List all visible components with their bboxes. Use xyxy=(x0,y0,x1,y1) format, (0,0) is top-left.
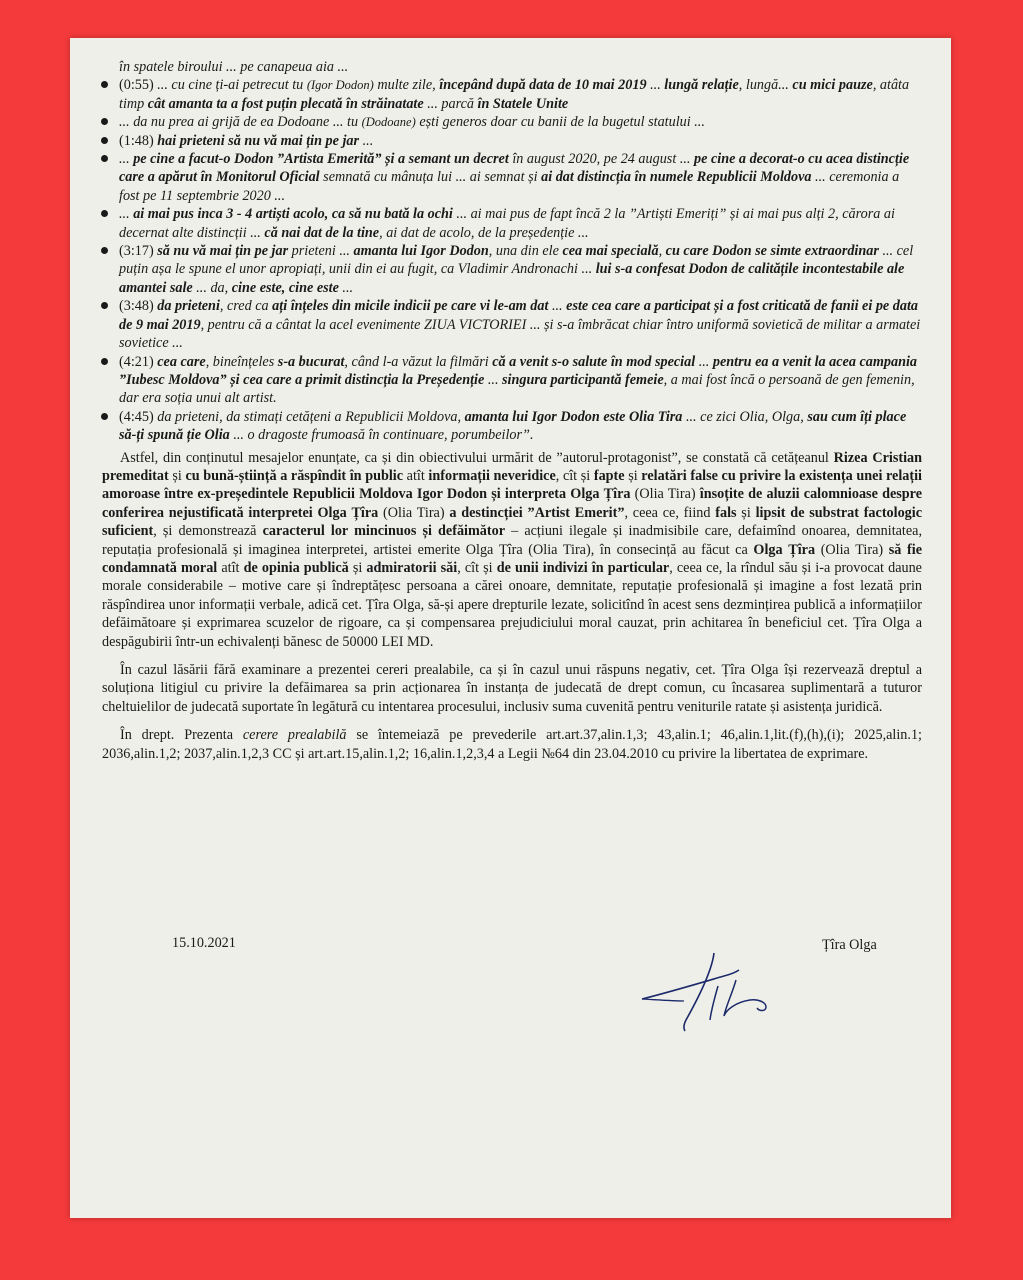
text-segment: (1:48) xyxy=(119,132,158,149)
text-segment: informații neveridice xyxy=(428,467,556,484)
text-segment: , atâta timp xyxy=(119,77,910,112)
text-segment: a destincției ”Artist Emerit” xyxy=(449,504,625,521)
text-segment: hai prieteni să nu vă mai țin pe jar xyxy=(157,132,360,149)
text-segment: și xyxy=(168,467,186,484)
text-segment: Astfel, din conținutul mesajelor enunțate, ca și din obiectivului urmărit de ”autorul-protagonist”, se constată că cetățeanul xyxy=(120,449,834,466)
text-segment: Rizea Cristian premeditat xyxy=(102,449,922,484)
document-date: 15.10.2021 xyxy=(172,935,236,951)
quote-item xyxy=(102,353,922,408)
text-segment: cu bună-știință a răspîndit în public xyxy=(185,467,404,484)
text-segment: da prieteni, da stimați cetățeni a Republicii Moldova, xyxy=(157,408,465,425)
text-segment: , când l-a văzut la filmări xyxy=(344,353,493,370)
text-segment: da prieteni xyxy=(157,298,220,315)
text-segment: (Olia Tira) xyxy=(630,486,700,503)
quote-item xyxy=(102,297,922,352)
text-segment: caracterul lor mincinuos și defăimător xyxy=(262,523,506,540)
text-segment: atît xyxy=(217,559,244,576)
text-segment: prieteni ... xyxy=(288,243,354,260)
text-segment: ai mai pus inca 3 - 4 artiști acolo, ca să nu bată la ochi xyxy=(133,206,453,223)
text-segment: semnată cu mânuța lui ... ai semnat și xyxy=(319,169,542,186)
text-segment: ... xyxy=(646,77,665,94)
handwritten-signature xyxy=(640,950,790,1040)
text-segment: pentru ea a venit la acea campania ”Iubesc Moldova” și cea care a primit distincția la Președenție xyxy=(119,353,918,388)
text-segment: În drept. Prezenta xyxy=(120,727,243,744)
text-segment: singura participantă femeie xyxy=(502,371,664,388)
text-segment: amanta lui Igor Dodon xyxy=(353,243,489,260)
text-segment: s-a bucurat xyxy=(277,353,345,370)
intro-line: în spatele biroului ... pe canapeua aia ... xyxy=(119,59,349,75)
text-segment: , cît și xyxy=(457,559,497,576)
text-segment: , ai dat de acolo, de la președenție ... xyxy=(379,224,589,241)
text-segment: cine este, cine este xyxy=(231,279,339,296)
text-segment: însoțite de aluzii calomnioase despre conferirea nejustificată interpretei Olga Țîra xyxy=(102,486,923,521)
text-segment: că nai dat de la tine xyxy=(264,224,380,241)
text-segment: admiratorii săi xyxy=(366,559,458,576)
text-segment: (0:55) xyxy=(119,77,158,94)
text-segment: lui s-a confesat Dodon de calitățile incontestabile ale amantei sale xyxy=(119,261,905,296)
text-segment: de opinia publică xyxy=(243,559,349,576)
text-segment: este cea care a participat și a fost criticată de fanii ei pe data de 9 mai 2019 xyxy=(119,298,919,333)
text-segment: , ceea ce, la rîndul său și i-a provocat daune morale considerabile – motive care și îndreptățesc persoana a cărei onoare, demnitate, reputație profesională și imagine a fost lezată prin răspîndirea unor informații verbale, adică cet. Țîra Olga, să-și apere drepturile lezate, solicitînd în acest sens dezmințirea publică a informațiilor defăimătoare și exprimarea scuzelor de rigoare, ca și compensarea prejudiciului moral cauzat, prin achitarea în beneficiul cet. Țîra Olga a despăgubirii într-un echivalenți bănesc de 50000 LEI MD. xyxy=(102,559,922,650)
text-segment: ... xyxy=(119,206,134,223)
text-segment: ... o dragoste frumoasă în continuare, porumbeilor”. xyxy=(229,427,534,444)
text-segment: atît xyxy=(403,467,429,484)
quote-item xyxy=(102,242,922,297)
text-segment: , ceea ce, fiind xyxy=(624,504,716,521)
text-segment: ... ce zici Olia, Olga, xyxy=(682,408,808,425)
bullet-icon xyxy=(101,358,108,365)
text-segment: și xyxy=(348,559,367,576)
text-segment: ... cel puțin așa le spune el unor apropiați, unii din ei au fugit, ca Vladimir Andronachi ... xyxy=(119,243,914,278)
text-segment: ... xyxy=(359,132,374,149)
text-segment: ... da nu prea ai grijă de ea Dodoane ... tu xyxy=(119,114,362,131)
text-segment: ... xyxy=(338,279,354,296)
text-segment: în august 2020, pe 24 august ... xyxy=(508,151,695,168)
text-segment: ... ceremonia a fost pe 11 septembrie 2020 ... xyxy=(119,169,900,204)
text-segment: lungă relație xyxy=(664,77,739,94)
text-segment: (Olia Tira) xyxy=(378,504,450,521)
text-segment: , pentru că a cântat la acel evenimente ZIUA VICTORIEI ... și s-a îmbrăcat chiar întro uniformă sovietică de militar a armatei sovietice ... xyxy=(119,316,921,352)
text-segment: cea care xyxy=(157,353,206,370)
text-segment: fals xyxy=(715,504,737,521)
text-segment: cerere prealabilă xyxy=(242,727,347,744)
quote-item xyxy=(102,408,922,445)
text-segment: că a venit s-o salute în mod special xyxy=(492,353,696,370)
text-segment: cât amanta ta a fost puțin plecată în străinatate xyxy=(147,95,424,112)
text-segment: ... parcă xyxy=(423,95,478,112)
text-segment: – acțiuni ilegale și inadmisibile care, defaimînd onoarea, demnitatea, reputația profesională și imaginea interpretei, artistei emerite Olga Țîra (Olia Tira), în consecință au făcut ca xyxy=(102,523,923,558)
text-segment: de unii indivizi în particular xyxy=(496,559,670,576)
text-segment: , cred ca xyxy=(219,298,273,315)
quote-list xyxy=(102,76,922,444)
text-segment: să fie condamnată moral xyxy=(102,541,922,576)
text-segment: ... xyxy=(695,353,713,370)
bullet-icon xyxy=(101,210,108,217)
text-segment: (3:48) xyxy=(119,298,158,315)
paragraph-legal-basis xyxy=(102,726,922,763)
text-segment: multe zile, xyxy=(373,77,440,94)
text-segment: , a mai fost încă o persoană de gen femenin, dar era soția unui alt artist. xyxy=(119,371,915,407)
bullet-icon xyxy=(101,118,108,125)
text-segment: sau cum îți place să-ți spună ție Olia xyxy=(119,408,907,444)
paragraph-notice: În cazul lăsării fără examinare a prezentei cereri prealabile, ca și în cazul unui răspuns negativ, cet. Țîra Olga își rezervează dreptul a soluționa litigiul cu privire la defăimarea sa prin acționarea în instanța de judecată de drept comun, cu încasarea suplimentară a tuturor cheltuielilor de judecată suportate în legătură cu intentarea procesului, inclusiv suma cuvenită pentru veniturile ratate și asistența juridică. xyxy=(102,662,922,715)
text-segment: ... xyxy=(548,298,567,315)
text-segment: , și demonstrează xyxy=(153,523,263,540)
text-segment: ai dat distincția în numele Republicii Moldova xyxy=(541,169,812,186)
bullet-icon xyxy=(101,81,108,88)
text-segment: , bineînțeles xyxy=(205,353,278,370)
bullet-icon xyxy=(101,302,108,309)
text-segment: (Igor Dodon) xyxy=(306,78,374,93)
text-segment: (3:17) xyxy=(119,243,158,260)
text-segment: , lungă... xyxy=(738,77,793,94)
text-segment: ... xyxy=(119,151,134,168)
text-segment: ... cu cine ți-ai petrecut tu xyxy=(157,77,307,94)
quote-item xyxy=(102,132,922,150)
text-segment: (4:45) xyxy=(119,408,158,425)
bullet-icon xyxy=(101,247,108,254)
quote-item xyxy=(102,150,922,205)
text-segment: (Dodoane) xyxy=(361,115,416,130)
text-segment: ... ai mai pus de fapt încă 2 la ”Artiști Emeriți” și ai mai pus alți 2, cărora ai decernat alte distincții ... xyxy=(119,206,895,241)
text-segment: și xyxy=(624,467,642,484)
text-segment: Olga Țîra xyxy=(753,541,816,558)
quote-item xyxy=(102,113,922,131)
text-segment: ... xyxy=(484,371,503,388)
text-segment: cu care Dodon se simte extraordinar xyxy=(665,243,879,260)
bullet-icon xyxy=(101,155,108,162)
text-segment: să nu vă mai țin pe jar xyxy=(157,243,289,260)
text-segment: relatări false cu privire la existența unei relații amoroase între ex-președintele Republicii Moldova Igor Dodon și interpreta Olga Țîra xyxy=(102,467,922,503)
text-segment: fapte xyxy=(593,467,625,484)
text-segment: lipsit de substrat factologic suficient xyxy=(102,504,923,540)
text-segment: (Olia Tira) xyxy=(815,541,889,558)
text-segment: și xyxy=(736,504,756,521)
text-segment: ... da, xyxy=(192,279,232,296)
document-body xyxy=(102,58,922,763)
text-segment: amanta lui Igor Dodon este Olia Tira xyxy=(464,408,683,425)
text-segment: se întemeiază pe prevederile art.art.37,alin.1,3; 43,alin.1; 46,alin.1,lit.(f),(h),(i); 2025,alin.1; 2036,alin.1,2; 2037,alin.1,2,3 CC și art.art.15,alin.1,2; 16,alin.1,2,3,4 a Legii №64 din 23.04.2010 cu privire la libertatea de exprimare. xyxy=(102,727,922,762)
text-segment: începând după data de 10 mai 2019 xyxy=(439,77,647,94)
text-segment: ați înțeles din micile indicii pe care vi le-am dat xyxy=(272,298,549,315)
signer-name: Țîra Olga xyxy=(822,937,877,953)
quote-item xyxy=(102,205,922,242)
text-segment: în Statele Unite xyxy=(477,95,569,112)
text-segment: , cît și xyxy=(555,467,594,484)
bullet-icon xyxy=(101,413,108,420)
text-segment: pe cine a decorat-o cu acea distincție care a apărut în Monitorul Oficial xyxy=(119,151,910,186)
text-segment: pe cine a facut-o Dodon ”Artista Emerită” și a semant un decret xyxy=(133,151,509,168)
quote-item xyxy=(102,76,922,113)
text-segment: cea mai specială xyxy=(562,243,659,260)
text-segment: cu mici pauze xyxy=(792,77,873,94)
text-segment: , xyxy=(658,243,666,260)
bullet-icon xyxy=(101,137,108,144)
text-segment: (4:21) xyxy=(119,353,158,370)
text-segment: , una din ele xyxy=(488,243,563,260)
paragraph-conclusion xyxy=(102,449,922,651)
text-segment: ești generos doar cu banii de la bugetul statului ... xyxy=(415,114,705,131)
